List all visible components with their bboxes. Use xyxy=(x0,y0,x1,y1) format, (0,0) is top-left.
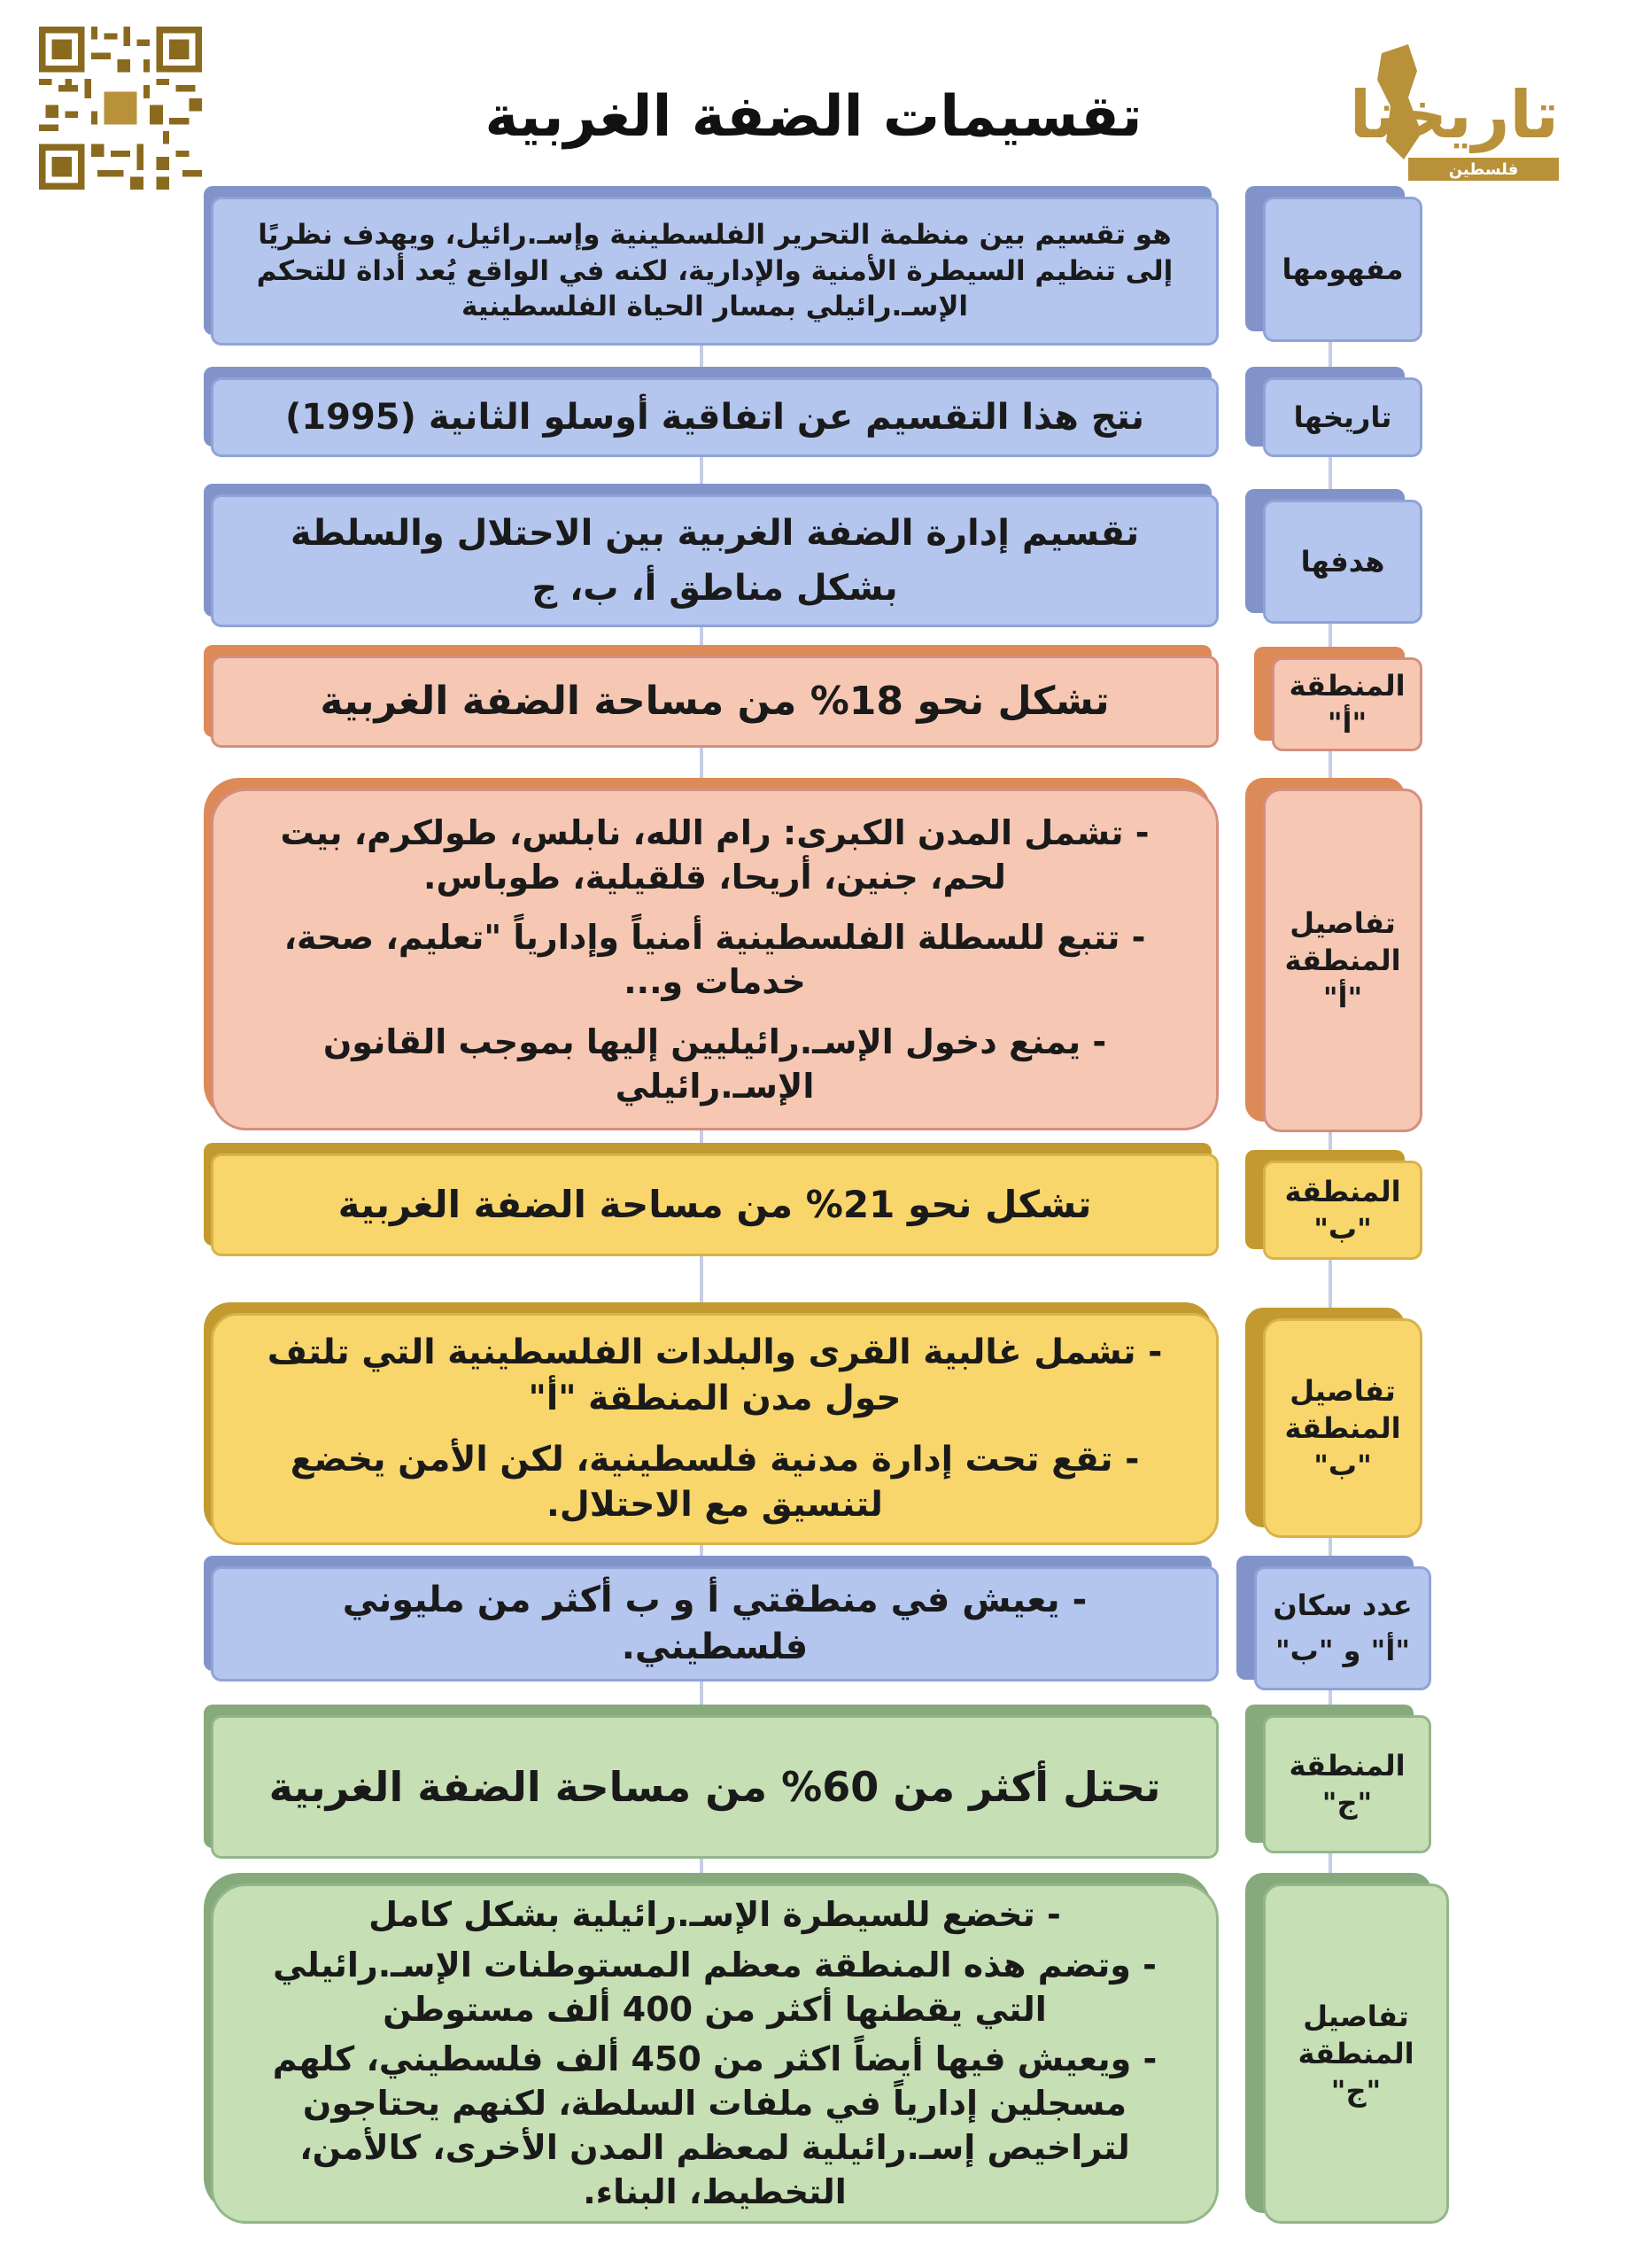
logo-subtext: فلسطين xyxy=(1448,160,1519,179)
zone-b-details-box xyxy=(211,1313,1219,1545)
label-population: عدد سكان "أ" و "ب" xyxy=(1254,1566,1431,1690)
label-zone-a-details: تفاصيل المنطقة "أ" xyxy=(1263,788,1422,1132)
label-zone-b-details: تفاصيل المنطقة "ب" xyxy=(1263,1318,1422,1538)
zone-b-box: تشكل نحو 21% من مساحة الضفة الغربية xyxy=(211,1153,1219,1256)
zone-a-detail-item: - تتبع للسطلة الفلسطينية أمنياً وإدارياً "تعليم، صحة، خدمات و... xyxy=(283,917,1146,1001)
zone-a-detail-item: - يمنع دخول الإسـ.رائيليين إليها بموجب القانون الإسـ.رائيلي xyxy=(322,1022,1107,1107)
zone-a-box: تشكل نحو 18% من مساحة الضفة الغربية xyxy=(211,656,1219,748)
zone-a-detail-item: - تشمل المدن الكبرى: رام الله، نابلس، طولكرم، بيت لحم، جنين، أريحا، قلقيلية، طوباس. xyxy=(280,812,1150,897)
label-goal: هدفها xyxy=(1263,500,1422,624)
label-zone-b: المنطقة "ب" xyxy=(1263,1161,1422,1260)
concept-box: هو تقسيم بين منظمة التحرير الفلسطينية وإسـ.رائيل، ويهدف نظريًا إلى تنظيم السيطرة الأمنية والإدارية، لكنه في الواقع يُعد أداة للتحكم الإسـ.رائيلي بمسار الحياة الفلسطينية xyxy=(211,197,1219,346)
logo-text: تاريخنا xyxy=(1355,77,1559,153)
zone-c-detail-item: - ويعيش فيها أيضاً اكثر من 450 ألف فلسطيني، كلهم مسجلين إدارياً في ملفات السلطة، لكنهم يحتاجون لتراخيص إسـ.رائيلية لمعظم المدن الأخرى، كالأمن، التخطيط، البناء. xyxy=(272,2039,1158,2212)
zone-c-detail-item: - تخضع للسيطرة الإسـ.رائيلية بشكل كامل xyxy=(368,1895,1061,1935)
zone-c-detail-item: - وتضم هذه المنطقة معظم المستوطنات الإسـ.رائيلي التي يقطنها أكثر من 400 ألف مستوطن xyxy=(273,1945,1157,2029)
zone-b-detail-item: - تشمل غالبية القرى والبلدات الفلسطينية التي تلتف حول مدن المنطقة "أ" xyxy=(267,1332,1163,1418)
goal-box: تقسيم إدارة الضفة الغربية بين الاحتلال والسلطة بشكل مناطق أ، ب، ج xyxy=(211,494,1219,627)
history-box: نتج هذا التقسيم عن اتفاقية أوسلو الثانية (1995) xyxy=(211,377,1219,457)
label-zone-a: المنطقة "أ" xyxy=(1272,657,1422,751)
zone-c-box: تحتل أكثر من 60% من مساحة الضفة الغربية xyxy=(211,1715,1219,1859)
population-box: - يعيش في منطقتي أ و ب أكثر من مليوني فلسطيني. xyxy=(211,1566,1219,1682)
zone-a-details-box xyxy=(211,788,1219,1130)
label-zone-c: المنطقة "ج" xyxy=(1263,1715,1431,1853)
label-concept: مفهومها xyxy=(1263,197,1422,342)
page-title: تقسيمات الضفة الغربية xyxy=(484,84,1143,150)
label-history: تاريخها xyxy=(1263,377,1422,457)
label-zone-c-details: تفاصيل المنطقة "ج" xyxy=(1263,1884,1449,2224)
zone-c-details-box xyxy=(211,1884,1219,2224)
zone-b-detail-item: - تقع تحت إدارة مدنية فلسطينية، لكن الأمن يخضع لتنسيق مع الاحتلال. xyxy=(290,1440,1140,1526)
